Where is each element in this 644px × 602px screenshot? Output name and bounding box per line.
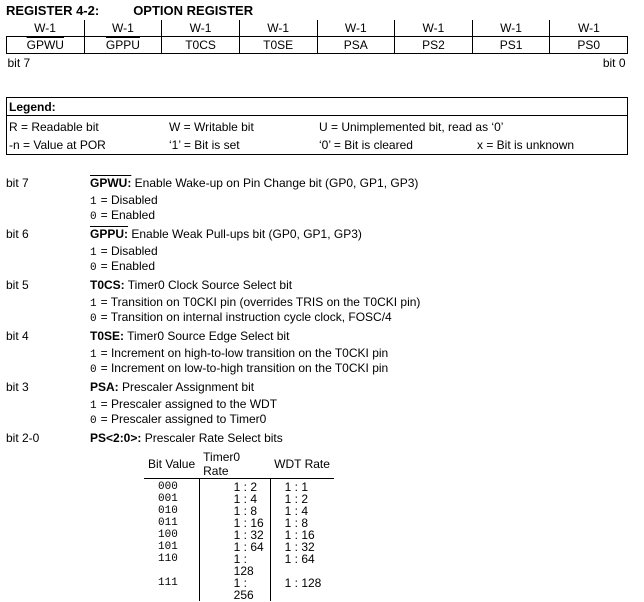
lsb-label: bit 0	[317, 54, 628, 73]
bit-value: 001	[158, 493, 178, 505]
wdt-rate: 1 : 128	[284, 576, 322, 590]
timer0-rate: 1 : 32	[199, 529, 270, 541]
option-text: = Enabled	[100, 208, 155, 222]
option-text: = Disabled	[100, 193, 158, 207]
bit-name: GPPU	[105, 38, 140, 52]
bit-value: 010	[158, 505, 178, 517]
register-title	[6, 3, 253, 18]
wdt-rate: 1 : 32	[284, 540, 315, 554]
register-name: OPTION REGISTER	[133, 3, 254, 18]
option-zero	[90, 412, 266, 427]
timer0-rate: 1 : 16	[199, 517, 270, 529]
bit-cell-ps2: PS2	[395, 37, 473, 54]
bit-label: bit 7	[6, 176, 29, 190]
legend-unimplemented: U = Unimplemented bit, read as ‘0’	[319, 120, 504, 134]
bit-value: 000	[158, 481, 178, 493]
access-cell: W-1	[550, 20, 628, 37]
timer0-rate: 1 : 128	[199, 553, 270, 577]
wdt-rate: 1 : 2	[284, 492, 308, 506]
access-cell: W-1	[317, 20, 395, 37]
bit-cell-gppu	[84, 37, 162, 54]
option-text: = Increment on low-to-high transition on the T0CKI pin	[100, 361, 389, 375]
legend-box	[6, 97, 628, 155]
option-value: 1	[90, 349, 97, 361]
bit-cell-ps1: PS1	[472, 37, 550, 54]
option-zero	[90, 310, 392, 325]
option-text: = Disabled	[100, 244, 158, 258]
bit-cell-psa: PSA	[317, 37, 395, 54]
bit-label: bit 2-0	[6, 431, 40, 445]
bit-value: 100	[158, 529, 178, 541]
bit-label: bit 6	[6, 227, 29, 241]
legend-divider	[7, 115, 627, 116]
option-zero	[90, 259, 155, 274]
access-row	[7, 20, 628, 37]
field-name: GPWU:	[90, 176, 132, 190]
bit-cell-t0cs: T0CS	[162, 37, 240, 54]
wdt-rate: 1 : 1	[284, 480, 308, 494]
timer0-rate: 1 : 8	[199, 505, 270, 517]
option-zero	[90, 208, 155, 223]
field-name: PS<2:0>:	[90, 431, 142, 445]
field-text: Timer0 Source Edge Select bit	[124, 329, 290, 343]
timer0-rate: 1 : 4	[199, 493, 270, 505]
option-value: 0	[90, 262, 97, 274]
bit-cell-t0se: T0SE	[239, 37, 317, 54]
bit-label: bit 3	[6, 380, 29, 394]
bit-description	[90, 227, 362, 241]
option-text: = Transition on internal instruction cycle clock, FOSC/4	[100, 310, 392, 324]
timer0-rate: 1 : 64	[199, 541, 270, 553]
option-one	[90, 295, 420, 310]
field-name: GPPU:	[90, 227, 129, 241]
bit-label: bit 4	[6, 329, 29, 343]
bit-description	[90, 431, 283, 445]
access-cell: W-1	[239, 20, 317, 37]
bit-value: 101	[158, 541, 178, 553]
option-value: 0	[90, 211, 97, 223]
bit-description	[90, 176, 418, 190]
bit-description	[90, 278, 292, 292]
legend-writable: W = Writable bit	[169, 120, 254, 134]
bit-value: 111	[158, 577, 178, 589]
legend-bit-cleared: ‘0’ = Bit is cleared	[319, 138, 413, 152]
option-value: 0	[90, 415, 97, 427]
access-cell: W-1	[162, 20, 240, 37]
legend-por: -n = Value at POR	[9, 138, 106, 152]
field-name: PSA:	[90, 380, 119, 394]
wdt-rate: 1 : 16	[284, 528, 315, 542]
field-name: T0CS:	[90, 278, 125, 292]
option-value: 0	[90, 313, 97, 325]
access-cell: W-1	[84, 20, 162, 37]
legend-bit-unknown: x = Bit is unknown	[477, 138, 575, 152]
bit-label: bit 5	[6, 278, 29, 292]
option-text: = Prescaler assigned to Timer0	[100, 412, 267, 426]
option-one	[90, 193, 158, 208]
rate-header-row	[144, 450, 334, 479]
field-text: Timer0 Clock Source Select bit	[124, 278, 293, 292]
option-text: = Transition on T0CKI pin (overrides TRIS on the T0CKI pin)	[100, 295, 421, 309]
field-text: Enable Wake-up on Pin Change bit (GP0, GP1, GP3)	[131, 176, 419, 190]
msb-label: bit 7	[7, 54, 318, 73]
field-text: Enable Weak Pull-ups bit (GP0, GP1, GP3)	[128, 227, 362, 241]
bit-value: 011	[158, 517, 178, 529]
header-wdt-rate: WDT Rate	[270, 450, 334, 479]
access-cell: W-1	[395, 20, 473, 37]
legend-readable: R = Readable bit	[9, 120, 99, 134]
table-row	[144, 577, 334, 601]
bit-value: 110	[158, 553, 178, 565]
header-timer0-rate: Timer0 Rate	[199, 450, 270, 479]
access-cell: W-1	[7, 20, 85, 37]
legend-title: Legend:	[9, 100, 56, 114]
field-name: T0SE:	[90, 329, 125, 343]
bit-position-row	[7, 54, 628, 73]
field-text: Prescaler Rate Select bits	[141, 431, 283, 445]
bit-name: GPWU	[26, 38, 64, 52]
option-value: 1	[90, 400, 97, 412]
legend-bit-set: ‘1’ = Bit is set	[169, 138, 240, 152]
register-number: REGISTER 4-2:	[6, 3, 100, 18]
option-value: 1	[90, 247, 97, 259]
option-zero	[90, 361, 388, 376]
bit-name-row	[7, 37, 628, 54]
wdt-rate: 1 : 8	[284, 516, 308, 530]
wdt-rate: 1 : 4	[284, 504, 308, 518]
timer0-rate: 1 : 256	[199, 577, 270, 601]
option-one	[90, 346, 388, 361]
table-row	[144, 553, 334, 577]
option-text: = Increment on high-to-low transition on the T0CKI pin	[100, 346, 389, 360]
timer0-rate: 1 : 2	[199, 479, 270, 494]
bit-description	[90, 380, 254, 394]
option-text: = Prescaler assigned to the WDT	[100, 397, 278, 411]
option-text: = Enabled	[100, 259, 155, 273]
option-value: 0	[90, 364, 97, 376]
field-text: Prescaler Assignment bit	[118, 380, 255, 394]
bit-cell-ps0: PS0	[550, 37, 628, 54]
header-bit-value: Bit Value	[144, 450, 199, 479]
prescaler-rate-table	[144, 450, 334, 601]
option-value: 1	[90, 196, 97, 208]
option-one	[90, 397, 277, 412]
register-bit-table	[6, 20, 628, 72]
bit-cell-gpwu	[7, 37, 85, 54]
table-row	[144, 479, 334, 494]
option-value: 1	[90, 298, 97, 310]
wdt-rate: 1 : 64	[284, 552, 315, 566]
access-cell: W-1	[472, 20, 550, 37]
option-one	[90, 244, 158, 259]
bit-description	[90, 329, 289, 343]
